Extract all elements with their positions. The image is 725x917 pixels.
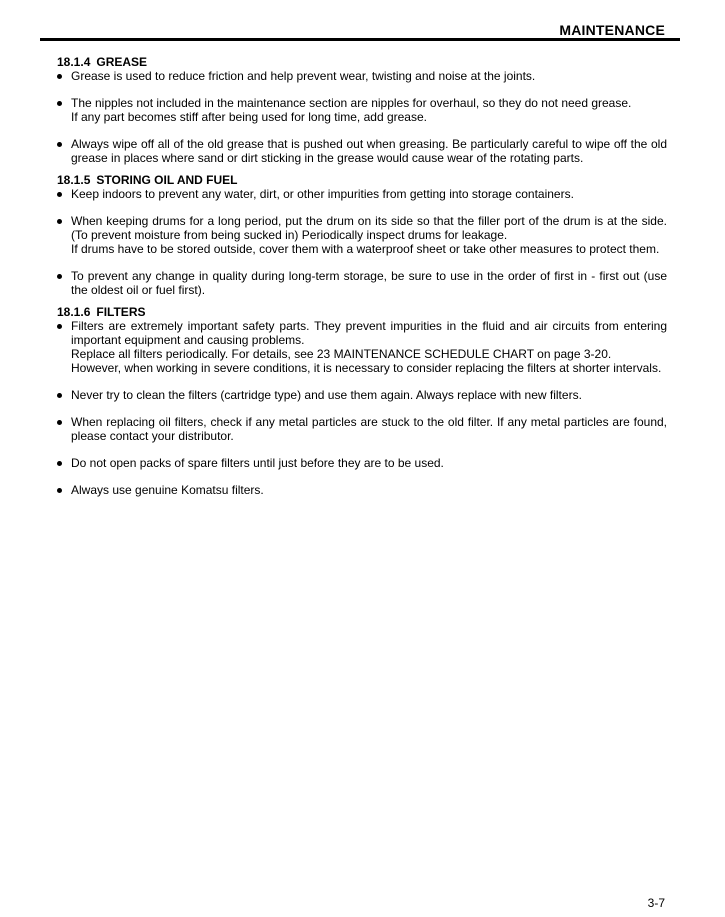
bullet-text: When replacing oil filters, check if any metal particles are stuck to the old filter. If any metal particles are found, please contact your distributor. xyxy=(71,415,667,443)
section-number: 18.1.5 xyxy=(57,173,91,187)
bullet-text: Replace all filters periodically. For details, see 23 MAINTENANCE SCHEDULE CHART on page 3-20. xyxy=(71,347,612,361)
bullet-text: Always wipe off all of the old grease that is pushed out when greasing. Be particularly careful to wipe off the old grease in places where sand or dirt sticking in the grease would cause wear of the rotating parts. xyxy=(71,137,667,165)
bullet-item xyxy=(57,319,667,375)
section-number: 18.1.6 xyxy=(57,305,91,319)
section-title: GREASE xyxy=(96,55,148,69)
section-heading xyxy=(57,173,667,187)
page-content xyxy=(57,55,667,505)
bullet-text: Always use genuine Komatsu filters. xyxy=(71,483,264,497)
section-title: STORING OIL AND FUEL xyxy=(96,173,238,187)
section-heading xyxy=(57,305,667,319)
bullet-item xyxy=(57,483,667,497)
bullet-icon xyxy=(57,488,62,493)
section-filters xyxy=(57,305,667,497)
bullet-icon xyxy=(57,219,62,224)
header-rule xyxy=(40,38,680,41)
bullet-text: When keeping drums for a long period, put the drum on its side so that the filler port of the drum is at the side. (To prevent moisture from being sucked in) Periodically inspect drums for leakage. xyxy=(71,214,667,242)
section-grease xyxy=(57,55,667,165)
bullet-text: To prevent any change in quality during long-term storage, be sure to use in the order of first in - first out (use the oldest oil or fuel first). xyxy=(71,269,667,297)
bullet-item xyxy=(57,96,667,124)
bullet-icon xyxy=(57,393,62,398)
bullet-item xyxy=(57,415,667,443)
bullet-icon xyxy=(57,142,62,147)
bullet-list xyxy=(57,69,667,165)
bullet-icon xyxy=(57,192,62,197)
bullet-text: Keep indoors to prevent any water, dirt, or other impurities from getting into storage containers. xyxy=(71,187,574,201)
bullet-icon xyxy=(57,324,62,329)
section-storing-oil-and-fuel xyxy=(57,173,667,297)
bullet-item xyxy=(57,214,667,256)
bullet-text: Never try to clean the filters (cartridge type) and use them again. Always replace with new filters. xyxy=(71,388,582,402)
bullet-text: Grease is used to reduce friction and help prevent wear, twisting and noise at the joints. xyxy=(71,69,536,83)
bullet-item xyxy=(57,388,667,402)
bullet-item xyxy=(57,456,667,470)
bullet-text: If drums have to be stored outside, cover them with a waterproof sheet or take other measures to protect them. xyxy=(71,242,660,256)
section-title: FILTERS xyxy=(96,305,146,319)
bullet-icon xyxy=(57,274,62,279)
bullet-text: The nipples not included in the maintenance section are nipples for overhaul, so they do not need grease. xyxy=(71,96,632,110)
header-title: MAINTENANCE xyxy=(559,22,665,38)
bullet-item xyxy=(57,269,667,297)
bullet-item xyxy=(57,187,667,201)
page-number: 3-7 xyxy=(647,896,665,910)
bullet-text: However, when working in severe conditions, it is necessary to consider replacing the filters at shorter intervals. xyxy=(71,361,662,375)
bullet-icon xyxy=(57,101,62,106)
bullet-text: Do not open packs of spare filters until just before they are to be used. xyxy=(71,456,444,470)
bullet-icon xyxy=(57,461,62,466)
section-heading xyxy=(57,55,667,69)
section-number: 18.1.4 xyxy=(57,55,91,69)
bullet-item xyxy=(57,137,667,165)
bullet-icon xyxy=(57,74,62,79)
bullet-text: Filters are extremely important safety parts. They prevent impurities in the fluid and air circuits from entering important equipment and causing problems. xyxy=(71,319,667,347)
bullet-icon xyxy=(57,420,62,425)
bullet-text: If any part becomes stiff after being used for long time, add grease. xyxy=(71,110,427,124)
bullet-item xyxy=(57,69,667,83)
bullet-list xyxy=(57,187,667,297)
bullet-list xyxy=(57,319,667,497)
